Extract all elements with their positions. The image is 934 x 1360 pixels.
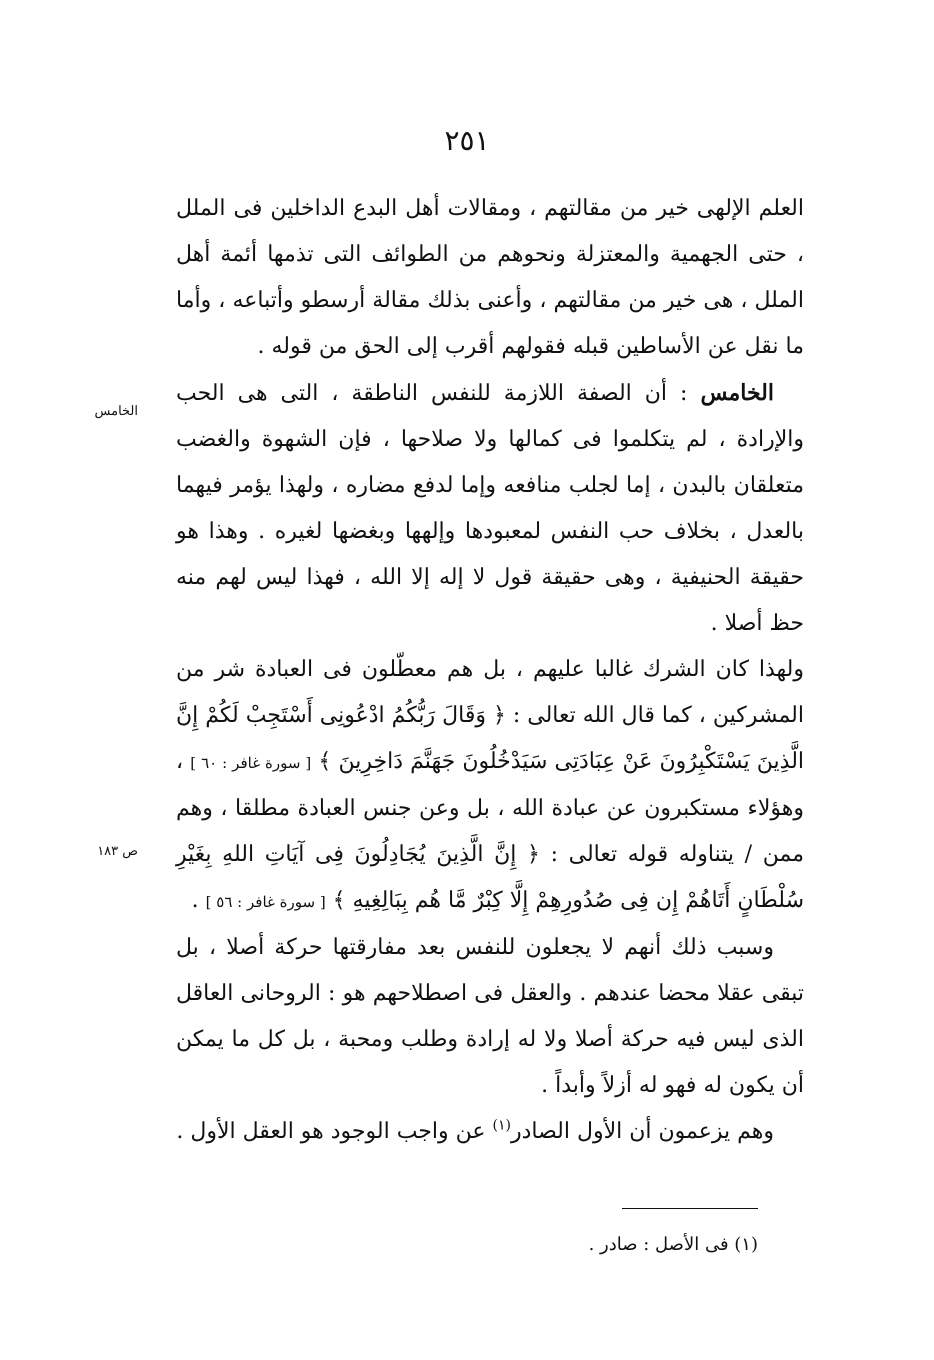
paragraph-text: وهم يزعمون أن الأول الصادر xyxy=(510,1119,774,1144)
body-text xyxy=(176,186,804,1155)
paragraph xyxy=(176,186,804,370)
section-lead: الخامس xyxy=(700,380,774,406)
margin-note: ص ١٨٣ xyxy=(97,844,138,859)
quran-reference: [ سورة غافر : ٥٦ ] xyxy=(205,893,326,911)
paragraph-text: عن واجب الوجود هو العقل الأول . xyxy=(176,1119,493,1144)
paragraph-text: . xyxy=(191,888,199,913)
paragraph xyxy=(176,1109,804,1155)
footnote: (١) فى الأصل : صادر . xyxy=(588,1234,758,1255)
paragraph-text: وسبب ذلك أنهم لا يجعلون للنفس بعد مفارقتها حركة أصلا ، بل تبقى عقلا محضا عندهم . والعقل فى اصطلاحهم هو : الروحانى العاقل الذى ليس فيه حركة أصلا ولا له إرادة وطلب ومحبة ، بل كل ما يمكن أن يكون له فهو له أزلاً وأبداً . xyxy=(176,935,804,1098)
margin-note: الخامس xyxy=(94,404,138,419)
page-number: ٢٥١ xyxy=(444,124,490,157)
paragraph-text: ولهذا كان الشرك غالبا عليهم ، بل هم معطّلون فى العبادة شر من المشركين ، كما قال الله تعالى : ﴿ وَقَالَ رَبُّكُمُ ادْعُونِى أَسْتَجِبْ لَكُمْ إِنَّ الَّذِينَ يَسْتَكْبِرُونَ عَنْ عِبَادَتِى سَيَدْخُلُونَ جَهَنَّمَ دَاخِرِينَ ﴾ xyxy=(176,657,805,774)
paragraph-text: : أن الصفة اللازمة للنفس الناطقة ، التى هى الحب والإرادة ، لم يتكلموا فى كمالها ولا صلاحها ، فإن الشهوة والغضب متعلقان بالبدن ، إما لجلب منافعه وإما لدفع مضاره ، ولهذا يؤمر فيهما بالعدل ، بخلاف حب النفس لمعبودها وإلهها وبغضها لغيره . وهذا هو حقيقة الحنيفية ، وهى حقيقة قول لا إله إلا الله ، فهذا ليس لهم منه حظ أصلا . xyxy=(176,381,804,636)
paragraph xyxy=(176,647,804,925)
paragraph xyxy=(176,370,804,647)
paragraph-text: العلم الإلهى خير من مقالتهم ، ومقالات أهل البدع الداخلين فى الملل ، حتى الجهمية والمعتزلة ونحوهم من الطوائف التى تذمها أئمة أهل الملل ، هى خير من مقالتهم ، وأعنى بذلك مقالة أرسطو وأتباعه ، وأما ما نقل عن الأساطين قبله فقولهم أقرب إلى الحق من قوله . xyxy=(176,196,804,359)
paragraph xyxy=(176,925,804,1109)
quran-reference: [ سورة غافر : ٦٠ ] xyxy=(190,754,312,772)
footnote-marker: (١) xyxy=(492,1117,511,1134)
paragraph-text: ، وهؤلاء مستكبرون عن عبادة الله ، بل وعن جنس العبادة مطلقا ، وهم ممن / يتناوله قوله تعالى : ﴿ إِنَّ الَّذِينَ يُجَادِلُونَ فِى آيَاتِ اللهِ بِغَيْرِ سُلْطَانٍ أَتَاهُمْ إِن فِى صُدُورِهِمْ إِلَّا كِبْرٌ مَّا هُم بِبَالِغِيهِ ﴾ xyxy=(176,749,804,913)
footnote-divider xyxy=(622,1208,758,1209)
